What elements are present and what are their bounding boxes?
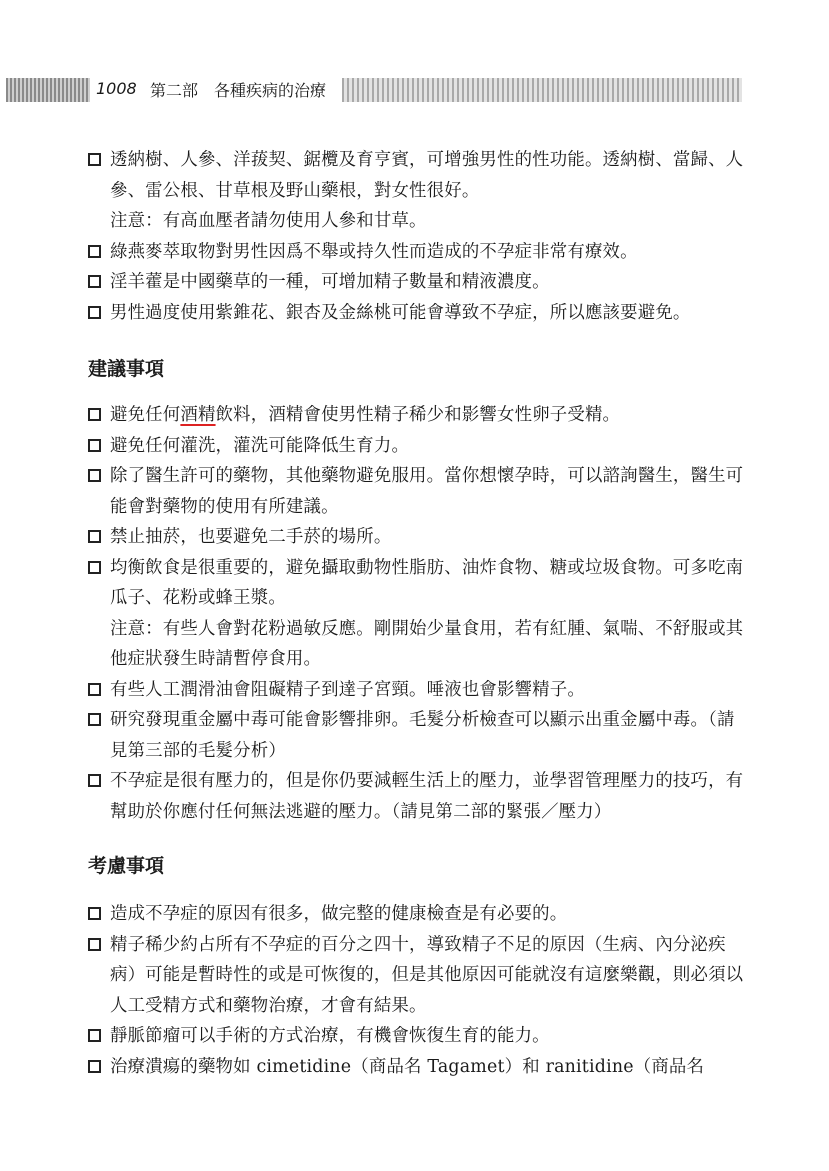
item-text: 研究發現重金屬中毒可能會影響排卵。毛髮分析檢查可以顯示出重金屬中毒。（請見第三部的毛髮分析） [110, 710, 735, 761]
item-text: 透納樹、人參、洋菝契、鋸欖及育亨賓，可增強男性的性功能。透納樹、當歸、人參、雷公根、甘草根及野山藥根，對女性很好。 [110, 150, 744, 201]
page-header [0, 70, 829, 110]
checkbox-icon [88, 408, 101, 421]
list-item [88, 298, 748, 329]
item-text: 淫羊藿是中國藥草的一種，可增加精子數量和精液濃度。 [110, 272, 550, 292]
checkbox-icon [88, 561, 101, 574]
item-text: 綠燕麥萃取物對男性因爲不舉或持久性而造成的不孕症非常有療效。 [110, 241, 638, 262]
checkbox-icon [88, 530, 101, 543]
item-text: 治療潰瘍的藥物如 cimetidine（商品名 Tagamet）和 ranitidine（商品名 [110, 1056, 705, 1077]
list-item [88, 145, 748, 237]
section-considerations [88, 899, 748, 1082]
page-content [88, 145, 748, 1082]
item-text: 不孕症是很有壓力的，但是你仍要減輕生活上的壓力，並學習管理壓力的技巧，有幫助於你應付任何無法逃避的壓力。（請見第二部的緊張／壓力） [110, 771, 744, 822]
list-item [88, 1021, 748, 1052]
item-text: 禁止抽菸，也要避免二手菸的場所。 [110, 527, 392, 547]
item-text: 均衡飲食是很重要的，避免攝取動物性脂肪、油炸食物、糖或垃圾食物。可多吃南瓜子、花粉或蜂王漿。 [110, 557, 744, 608]
checkbox-icon [88, 245, 101, 258]
checkbox-icon [88, 774, 101, 787]
checkbox-icon [88, 275, 101, 288]
item-text-underlined: 酒精 [180, 405, 216, 425]
item-note: 注意：有高血壓者請勿使用人參和甘草。 [110, 211, 427, 231]
checkbox-icon [88, 1029, 101, 1042]
page-number: 1008 [96, 79, 137, 98]
list-item [88, 1052, 748, 1083]
checkbox-icon [88, 153, 101, 166]
item-text: 避免任何灌洗，灌洗可能降低生育力。 [110, 435, 410, 456]
header-decoration-left [6, 78, 90, 102]
item-text: 靜脈節瘤可以手術的方式治療，有機會恢復生育的能力。 [110, 1026, 550, 1046]
item-text-post: 飲料，酒精會使男性精子稀少和影響女性卵子受精。 [215, 405, 621, 425]
list-item [88, 766, 748, 827]
item-text: 男性過度使用紫錐花、銀杏及金絲桃可能會導致不孕症，所以應該要避免。 [110, 302, 691, 323]
checkbox-icon [88, 938, 101, 951]
list-item [88, 400, 748, 431]
checkbox-icon [88, 907, 101, 920]
section-heading-considerations: 考慮事項 [88, 855, 165, 877]
checkbox-icon [88, 439, 101, 452]
checkbox-icon [88, 469, 101, 482]
list-item [88, 930, 748, 1022]
header-decoration-right [342, 78, 742, 102]
section-recommendations [88, 400, 748, 827]
item-text: 造成不孕症的原因有很多，做完整的健康檢查是有必要的。 [110, 904, 568, 924]
list-item [88, 899, 748, 930]
list-item [88, 553, 748, 675]
item-note: 注意：有些人會對花粉過敏反應。剛開始少量食用，若有紅腫、氣喘、不舒服或其他症狀發生時請暫停食用。 [110, 618, 744, 669]
list-item [88, 237, 748, 268]
list-item [88, 431, 748, 462]
list-item [88, 267, 748, 298]
checkbox-icon [88, 1060, 101, 1073]
item-text: 有些人工潤滑油會阻礙精子到達子宮頸。唾液也會影響精子。 [110, 679, 585, 700]
checkbox-icon [88, 306, 101, 319]
item-text: 精子稀少約占所有不孕症的百分之四十，導致精子不足的原因（生病、內分泌疾病）可能是暫時性的或是可恢復的，但是其他原因可能就沒有這麼樂觀，則必須以人工受精方式和藥物治療，才會有結果。 [110, 934, 744, 1016]
part-title: 第二部 各種疾病的治療 [150, 81, 327, 100]
section-heading-recommendations: 建議事項 [88, 358, 165, 380]
list-item [88, 461, 748, 522]
list-item [88, 675, 748, 706]
item-text: 除了醫生許可的藥物，其他藥物避免服用。當你想懷孕時，可以諮詢醫生，醫生可能會對藥物的使用有所建議。 [110, 466, 744, 517]
checkbox-icon [88, 713, 101, 726]
section-top [88, 145, 748, 328]
list-item [88, 522, 748, 553]
item-text-pre: 避免任何 [110, 405, 181, 425]
list-item [88, 705, 748, 766]
checkbox-icon [88, 683, 101, 696]
